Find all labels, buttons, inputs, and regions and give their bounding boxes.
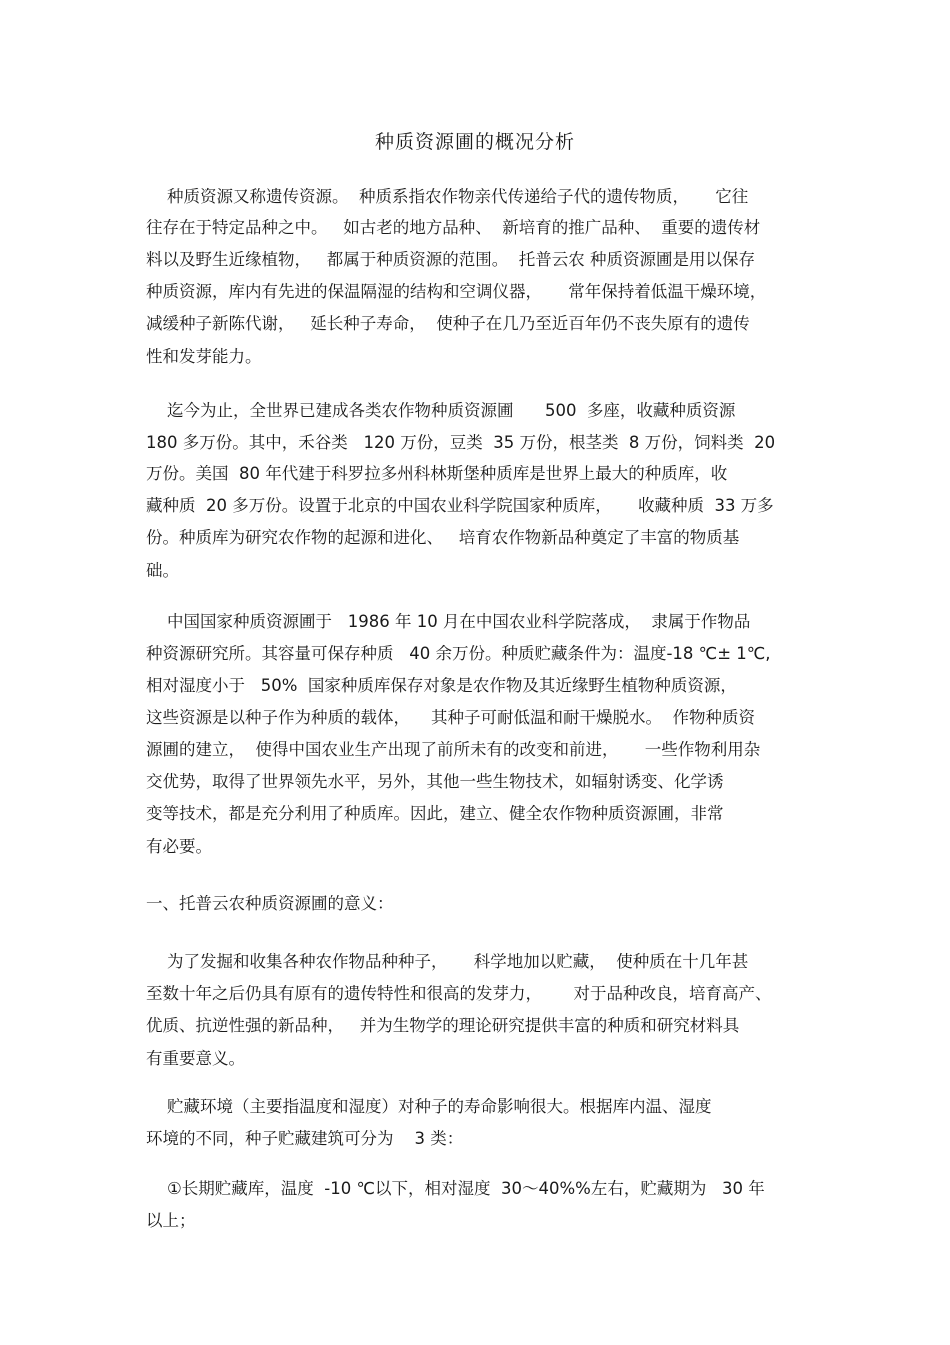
text-line: 种质资源，库内有先进的保温隔湿的结构和空调仪器， 常年保持着低温干燥环境，: [146, 282, 767, 301]
text-line: 为了发掘和收集各种农作物品种种子， 科学地加以贮藏， 使种质在十几年甚: [146, 952, 749, 971]
text-line: ①长期贮藏库，温度 -10 ℃以下，相对湿度 30～40%%左右，贮藏期为 30 年: [146, 1179, 765, 1198]
text-line: 减缓种子新陈代谢， 延长种子寿命， 使种子在几乃至近百年仍不丧失原有的遗传: [146, 314, 750, 333]
text-line: 藏种质 20 多万份。设置于北京的中国农业科学院国家种质库， 收藏种质 33 万多: [146, 496, 774, 515]
text-line: 环境的不同，种子贮藏建筑可分为 3 类：: [146, 1129, 464, 1148]
text-line: 交优势，取得了世界领先水平，另外，其他一些生物技术，如辐射诱变、化学诱: [146, 772, 724, 791]
text-line: 相对湿度小于 50% 国家种质库保存对象是农作物及其近缘野生植物种质资源，: [146, 676, 737, 695]
text-line: 有重要意义。: [146, 1049, 245, 1068]
text-line: 有必要。: [146, 837, 212, 856]
text-line: 种资源研究所。其容量可保存种质 40 余万份。种质贮藏条件为：温度-18 ℃± 1℃,: [146, 644, 771, 663]
text-line: 往存在于特定品种之中。 如古老的地方品种、 新培育的推广品种、 重要的遗传材: [146, 218, 761, 237]
section-heading: 一、托普云农种质资源圃的意义：: [146, 894, 394, 913]
text-line: 种质资源又称遗传资源。 种质系指农作物亲代传递给子代的遗传物质， 它往: [146, 187, 749, 206]
text-line: 优质、抗逆性强的新品种， 并为生物学的理论研究提供丰富的种质和研究材料具: [146, 1016, 740, 1035]
text-line: 料以及野生近缘植物， 都属于种质资源的范围。 托普云农 种质资源圃是用以保存: [146, 250, 755, 269]
text-line: 变等技术，都是充分利用了种质库。因此，建立、健全农作物种质资源圃，非常: [146, 804, 724, 823]
text-line: 180 多万份。其中，禾谷类 120 万份，豆类 35 万份，根茎类 8 万份，饲料类 20: [146, 433, 776, 452]
text-line: 万份。美国 80 年代建于科罗拉多州科林斯堡种质库是世界上最大的种质库，收: [146, 464, 728, 483]
text-line: 这些资源是以种子作为种质的载体， 其种子可耐低温和耐干燥脱水。 作物种质资: [146, 708, 755, 727]
text-line: 迄今为止，全世界已建成各类农作物种质资源圃 500 多座，收藏种质资源: [146, 401, 736, 420]
text-line: 以上；: [146, 1211, 196, 1230]
text-line: 性和发芽能力。: [146, 347, 262, 366]
text-line: 中国国家种质资源圃于 1986 年 10 月在中国农业科学院落成， 隶属于作物品: [146, 612, 751, 631]
text-line: 贮藏环境（主要指温度和湿度）对种子的寿命影响很大。根据库内温、湿度: [146, 1097, 712, 1116]
text-line: 础。: [146, 561, 179, 580]
document-title: 种质资源圃的概况分析: [374, 131, 575, 153]
text-line: 至数十年之后仍具有原有的遗传特性和很高的发芽力， 对于品种改良，培育高产、: [146, 984, 772, 1003]
text-line: 份。种质库为研究农作物的起源和进化、 培育农作物新品种奠定了丰富的物质基: [146, 528, 740, 547]
text-line: 源圃的建立， 使得中国农业生产出现了前所未有的改变和前进， 一些作物利用杂: [146, 740, 761, 759]
